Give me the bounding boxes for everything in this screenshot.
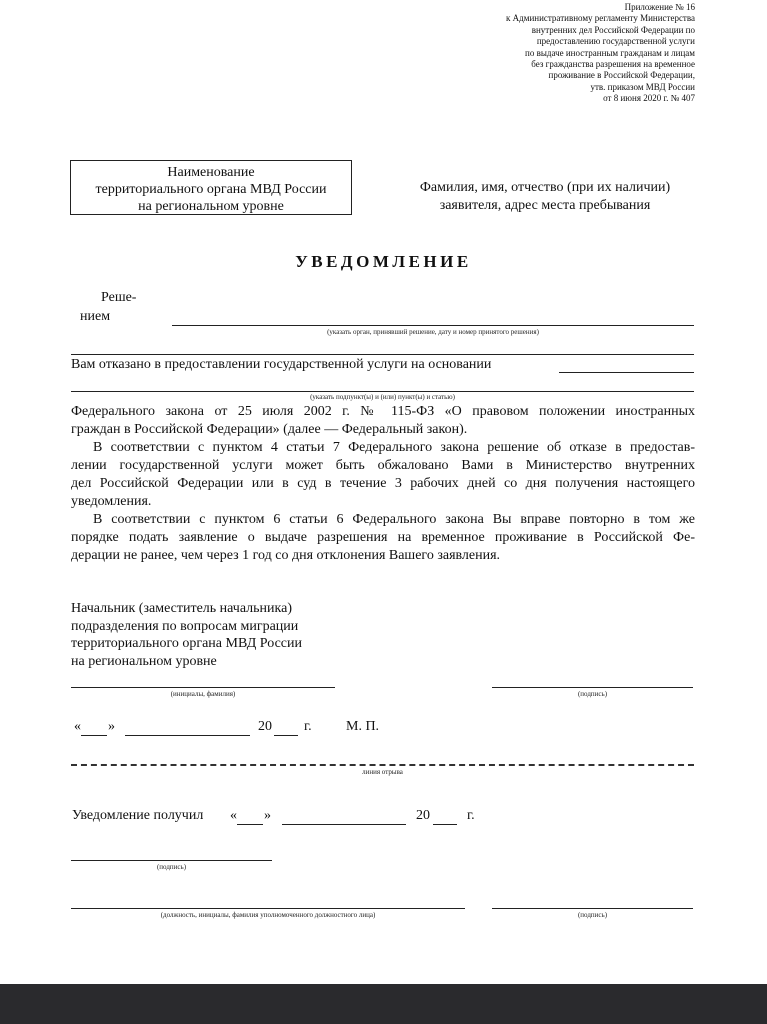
- received-day-line[interactable]: [237, 824, 263, 825]
- cut-line: [71, 764, 694, 766]
- refused-continuation-line[interactable]: [71, 391, 694, 392]
- signatory-block: [71, 600, 302, 670]
- paragraph-line: дерации не ранее, чем через 1 год со дня отклонения Вашего заявления.: [71, 548, 501, 563]
- paragraph-line: В соответствии с пунктом 4 статьи 7 Федерального закона решение об отказе в предостав-: [93, 440, 695, 455]
- annex-line: от 8 июня 2020 г. № 407: [603, 93, 695, 104]
- received-year-suffix: г.: [467, 808, 475, 823]
- stamp-place-label: М. П.: [346, 719, 380, 734]
- paragraph-line: дел Российской Федерации или в суд в течение 3 рабочих дней со дня получения настоящего: [71, 476, 695, 491]
- received-quote-close: »: [264, 808, 271, 823]
- official-signature-line[interactable]: [492, 908, 693, 909]
- decision-field-line[interactable]: [172, 325, 694, 326]
- signatory-line: подразделения по вопросам миграции: [71, 618, 299, 634]
- paragraph-line: граждан в Российской Федерации» (далее — Федеральный закон).: [71, 422, 468, 437]
- territorial-organ-box: [70, 160, 352, 215]
- paragraph-reapply: [71, 511, 695, 565]
- decision-hint: (указать орган, принявший решение, дату и номер принятого решения): [327, 328, 539, 336]
- applicant-block: [395, 179, 695, 215]
- paragraph-appeal: [71, 439, 695, 511]
- annex-line: утв. приказом МВД России: [590, 81, 695, 92]
- signatory-line: территориального органа МВД России: [71, 636, 303, 651]
- annex-line: Приложение № 16: [624, 2, 695, 12]
- document-title: УВЕДОМЛЕНИЕ: [295, 252, 472, 271]
- date-quote-open: «: [74, 719, 81, 734]
- received-month-line[interactable]: [282, 824, 406, 825]
- signature-hint: (подпись): [577, 690, 608, 698]
- annex-line: по выдаче иностранным гражданам и лицам: [525, 47, 695, 58]
- official-position-hint: (должность, инициалы, фамилия уполномоченного должностного лица): [160, 911, 376, 919]
- signatory-line: на региональном уровне: [71, 653, 217, 669]
- date-year-suffix: г.: [304, 719, 312, 734]
- paragraph-line: порядке подать заявление о выдаче разрешения на временное проживание в Российской Фе-: [71, 530, 695, 545]
- applicant-line: заявителя, адрес места пребывания: [439, 198, 651, 213]
- viewer-bottom-bar: [0, 984, 767, 1024]
- official-signature-hint: (подпись): [577, 911, 608, 919]
- annex-header: [440, 2, 695, 105]
- org-line: Наименование: [167, 165, 255, 180]
- annex-line: предоставлению государственной услуги: [536, 36, 695, 47]
- paragraph-line: лении государственной услуги может быть обжаловано Вами в Министерство внутренних: [71, 458, 695, 473]
- date-year-line[interactable]: [274, 735, 298, 736]
- cut-line-hint: линия отрыва: [362, 768, 403, 776]
- refused-text: Вам отказано в предоставлении государственной услуги на основании: [71, 357, 492, 372]
- paragraph-line: Федерального закона от 25 июля 2002 г. № 115-ФЗ «О правовом положении иностранных: [71, 404, 695, 419]
- received-label: Уведомление получил: [72, 808, 204, 823]
- date-month-line[interactable]: [125, 735, 250, 736]
- decision-label-part2: нием: [80, 309, 111, 324]
- paragraph-line: уведомления.: [71, 494, 152, 509]
- annex-line: без гражданства разрешения на временное: [531, 59, 695, 70]
- org-line: территориального органа МВД России: [95, 182, 327, 197]
- initials-field-line[interactable]: [71, 687, 335, 688]
- receiver-signature-hint: (подпись): [156, 863, 187, 871]
- decision-label-part1: Реше-: [101, 290, 137, 305]
- annex-line: внутренних дел Российской Федерации по: [531, 24, 695, 35]
- date-year-prefix: 20: [258, 719, 272, 734]
- refused-field-line[interactable]: [559, 372, 694, 373]
- paragraph-line: В соответствии с пунктом 6 статьи 6 Федерального закона Вы вправе повторно в том же: [93, 512, 695, 527]
- receiver-signature-line[interactable]: [71, 860, 272, 861]
- received-quote-open: «: [230, 808, 237, 823]
- date-quote-close: »: [108, 719, 115, 734]
- initials-hint: (инициалы, фамилия): [170, 690, 236, 698]
- applicant-line: Фамилия, имя, отчество (при их наличии): [419, 180, 671, 195]
- signatory-line: Начальник (заместитель начальника): [71, 601, 292, 616]
- paragraph-law: [71, 403, 695, 439]
- annex-line: к Административному регламенту Министерства: [506, 13, 695, 24]
- org-line: на региональном уровне: [138, 199, 284, 214]
- received-year-line[interactable]: [433, 824, 457, 825]
- date-day-line[interactable]: [81, 735, 107, 736]
- signature-field-line[interactable]: [492, 687, 693, 688]
- received-year-prefix: 20: [416, 808, 430, 823]
- decision-continuation-line[interactable]: [71, 354, 694, 355]
- annex-line: проживание в Российской Федерации,: [548, 70, 695, 81]
- refused-hint: (указать подпункт(ы) и (или) пункт(ы) и статью): [310, 393, 455, 401]
- official-position-line[interactable]: [71, 908, 465, 909]
